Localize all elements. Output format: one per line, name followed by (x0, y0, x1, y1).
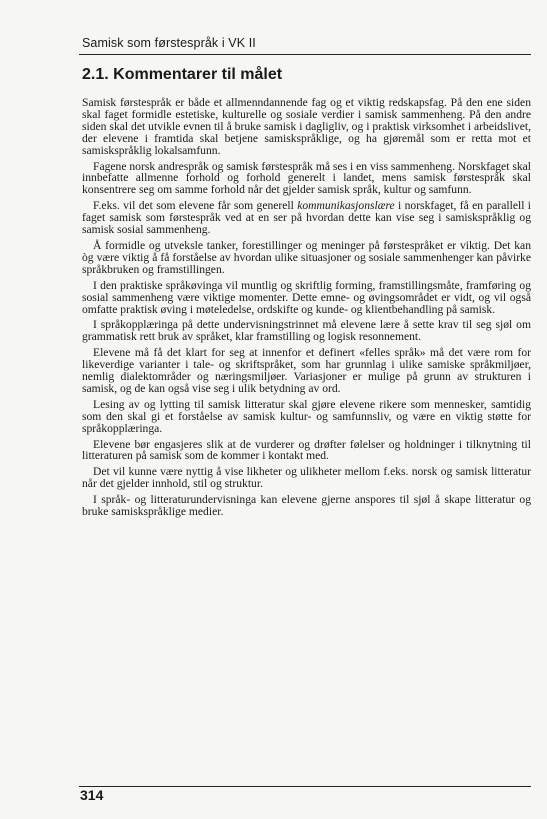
header-rule (79, 54, 531, 55)
paragraph: Samisk førstespråk er både et allmenndannende fag og et viktig redskapsfag. På den ene siden skal faget formidle estetiske, kulturelle og sosiale verdier i samisk sammenheng. På den andre siden skal det utvikle evnen til å bruke samisk i dagligliv, og i praktisk virksomhet i arbeidslivet, der elevene i framtida skal betjene samiskspråklige, og ha gjøremål som er retta mot et samiskspråklig lokalsamfunn. (82, 96, 531, 157)
paragraph: Elevene må få det klart for seg at innenfor et definert «felles språk» må det være rom for likeverdige varianter i tale- og skriftspråket, som har grunnlag i ulike samiske språkmiljøer, nemlig dialektområder og næringsmiljøer. Variasjoner er mulige på grunn av strukturen i samisk, og de kan også vise seg i ulik betydning av ord. (82, 346, 531, 395)
paragraph: I den praktiske språkøvinga vil muntlig og skriftlig forming, framstillingsmåte, framføring og sosial sammenheng være viktige momenter. Dette emne- og øvingsområdet er vidt, og vil også omfatte praktisk øving i møteledelse, ordskifte og kunde- og klientbehandling på samisk. (82, 278, 531, 316)
paragraph: Fagene norsk andrespråk og samisk førstespråk må ses i en viss sammenheng. Norskfaget skal innbefatte allmenne forhold og forhold generelt i landet, mens samisk førstespråk skal konsentrere seg om samme forhold når det gjelder samisk språk, kultur og samfunn. (82, 159, 531, 197)
paragraph: Det vil kunne være nyttig å vise likheter og ulikheter mellom f.eks. norsk og samisk litteratur når det gjelder innhold, stil og struktur. (82, 465, 531, 491)
paragraph (82, 200, 531, 236)
footer-rule (79, 786, 531, 787)
running-header: Samisk som førstespråk i VK II (82, 36, 256, 50)
body-text (82, 97, 531, 522)
paragraph-text: i norskfaget, få en parallell i faget samisk som førstespråk ved at en ser på hvordan dette kan vise seg i samiskspråklig og samisk sosial sammenheng. (82, 199, 531, 237)
section-heading: 2.1. Kommentarer til målet (82, 66, 283, 83)
paragraph: I språk- og litteraturundervisninga kan elevene gjerne anspores til sjøl å skape litteratur og bruke samiskspråklige medier. (82, 493, 531, 519)
paragraph: Lesing av og lytting til samisk litteratur skal gjøre elevene rikere som mennesker, samtidig som den skal gi et forståelse av samisk kultur- og samfunnsliv, og være en viktig støtte for språkopplæringa. (82, 397, 531, 435)
page-number: 314 (80, 787, 104, 803)
paragraph: Å formidle og utveksle tanker, forestillinger og meninger på førstespråket er viktig. Det kan òg være viktig å få forståelse av hvordan ulike situasjoner og sosiale sammenhenger kan påvirke språkbruken og framstillingen. (82, 238, 531, 276)
paragraph-text: F.eks. vil det som elevene får som generell (93, 199, 298, 213)
emphasized-term: kommunikasjonslære (297, 199, 395, 213)
paragraph: Elevene bør engasjeres slik at de vurderer og drøfter følelser og holdninger i tilknytning til litteraturen på samisk som de kommer i kontakt med. (82, 437, 531, 463)
paragraph: I språkopplæringa på dette undervisningstrinnet må elevene lære å sette krav til seg sjøl om grammatisk rett bruk av språket, klar framstilling og logisk resonnement. (82, 318, 531, 344)
